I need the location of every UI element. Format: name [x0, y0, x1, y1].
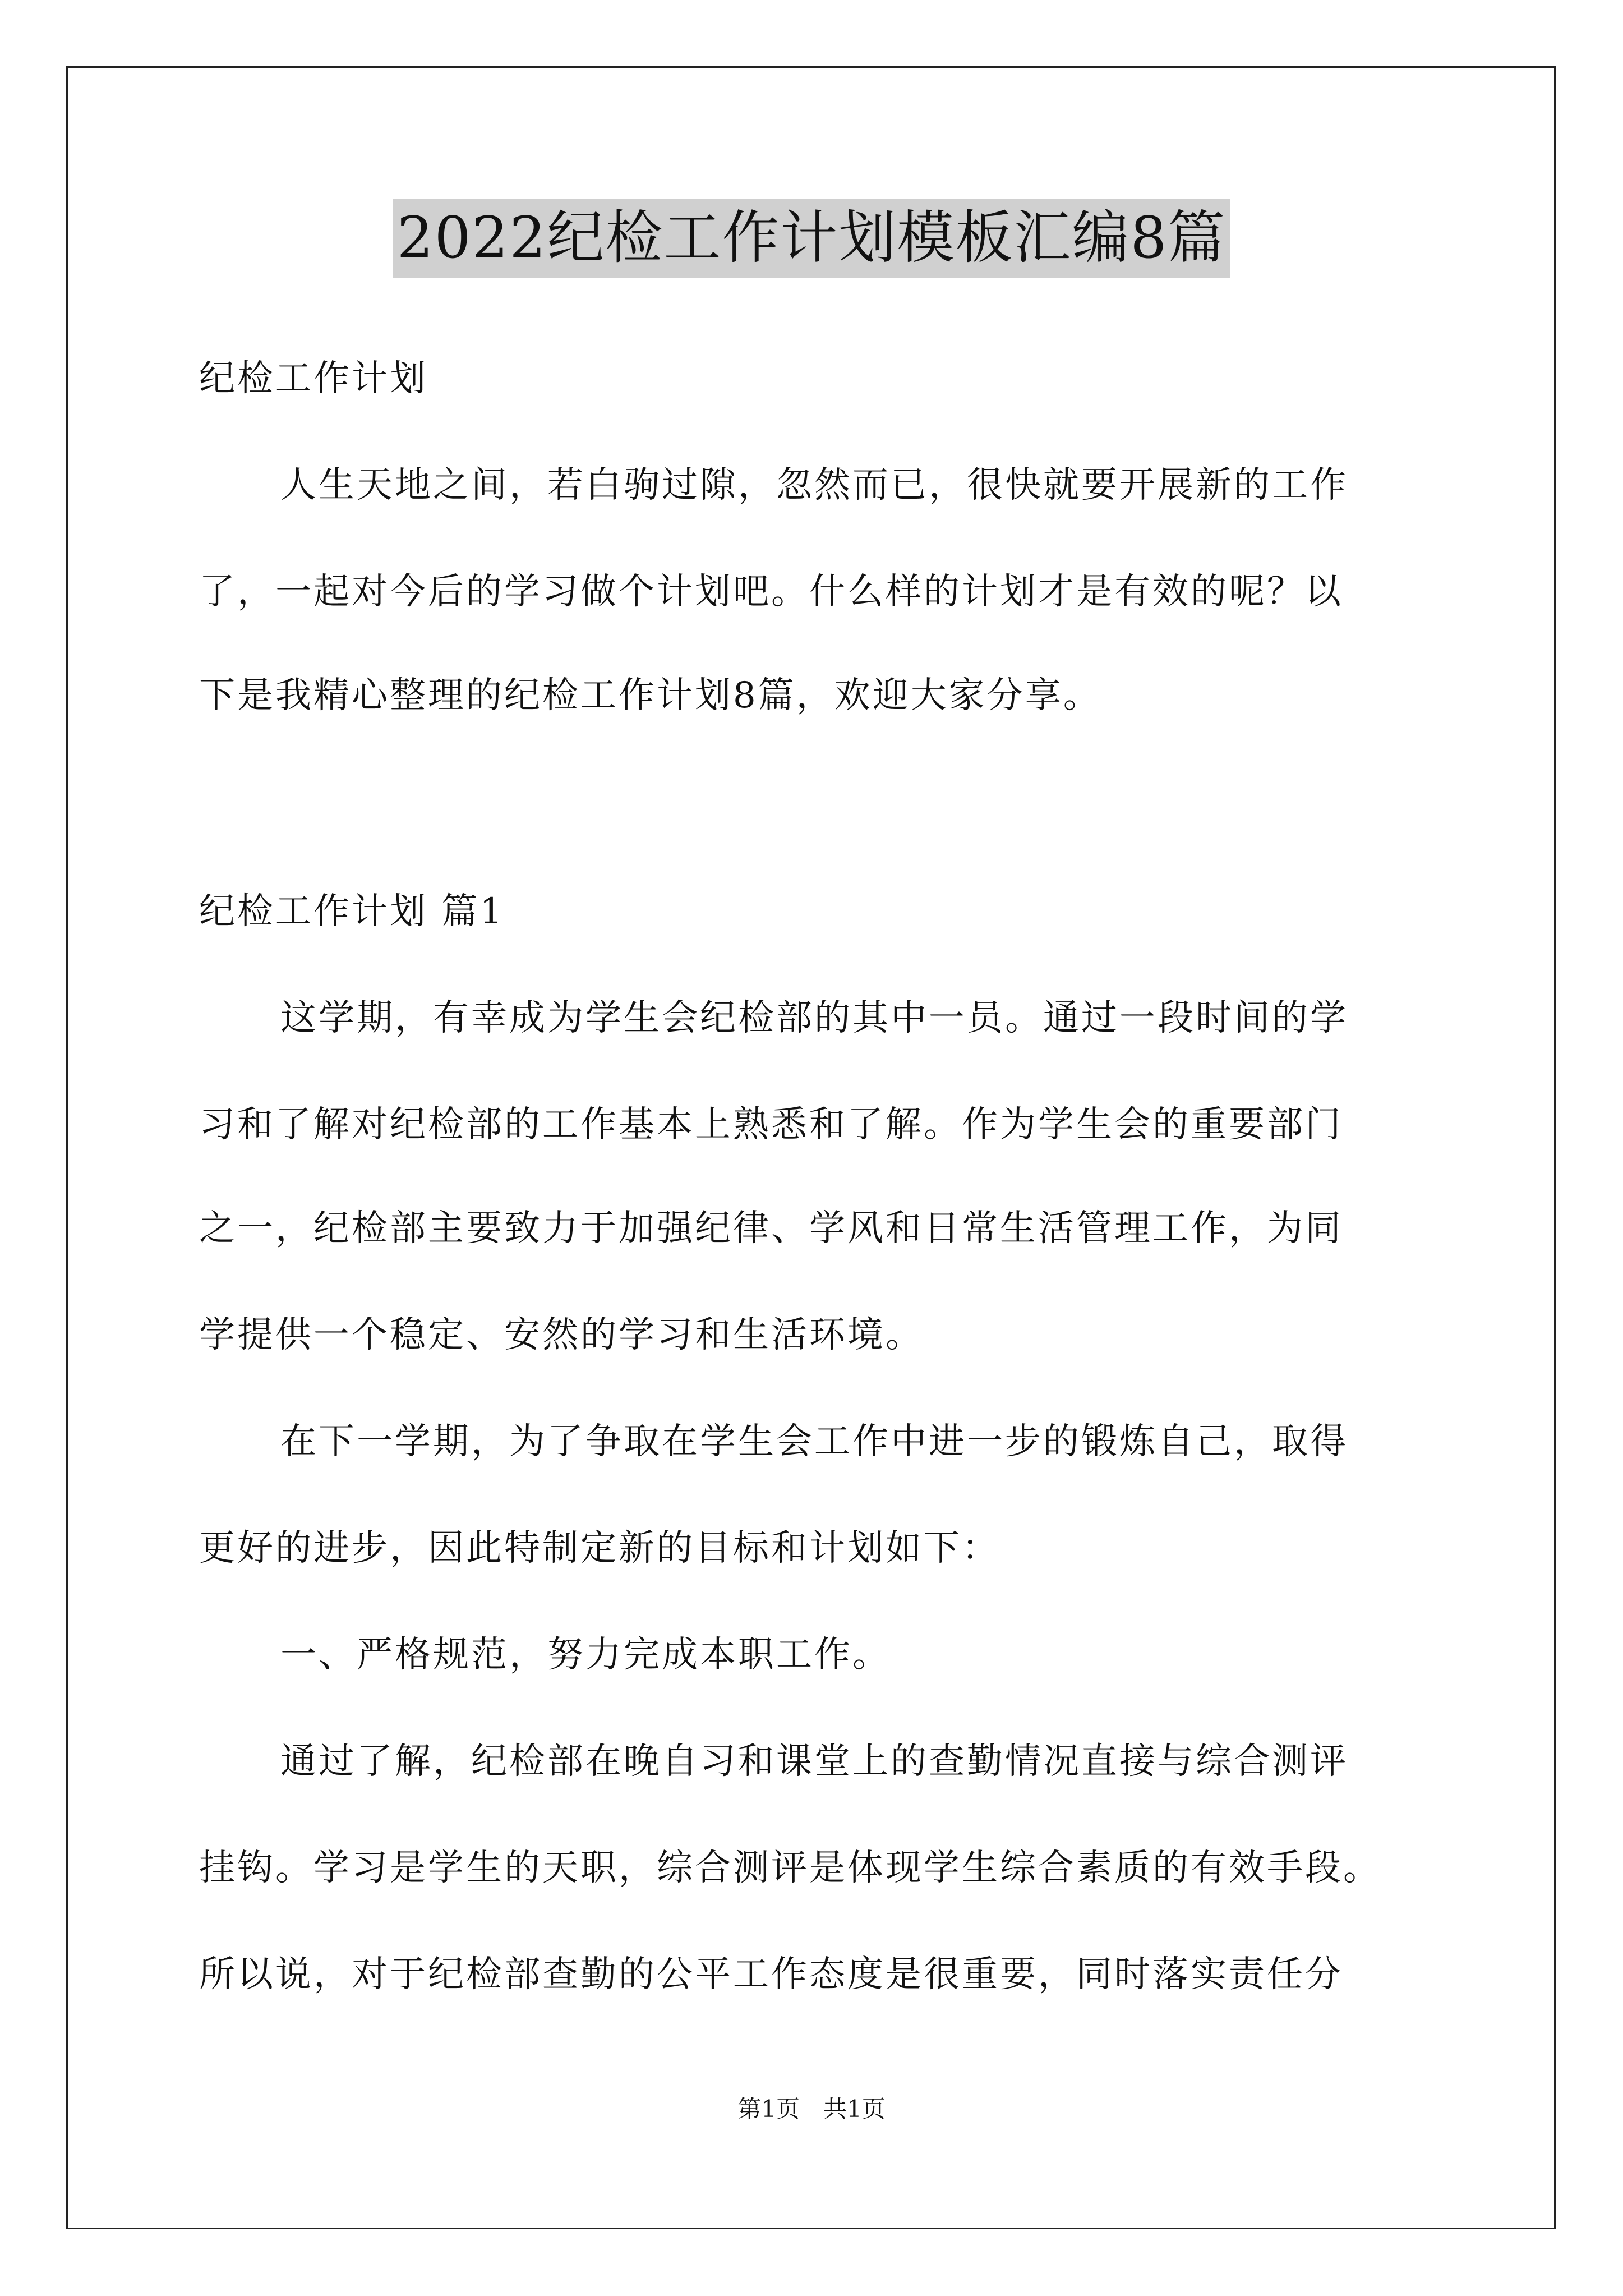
part1-para3-line-1: 通过了解，纪检部在晚自习和课堂上的查勤情况直接与综合测评 [280, 1741, 1348, 1782]
part1-para1-line-4: 学提供一个稳定、安然的学习和生活环境。 [199, 1314, 924, 1356]
intro-line-2: 了，一起对今后的学习做个计划吧。什么样的计划才是有效的呢？以 [199, 571, 1343, 613]
page-number-footer: 第1页 共1页 [737, 2095, 886, 2123]
title-container [0, 199, 1623, 278]
intro-line-3: 下是我精心整理的纪检工作计划8篇，欢迎大家分享。 [199, 675, 1101, 716]
part1-para1-line-1: 这学期，有幸成为学生会纪检部的其中一员。通过一段时间的学 [280, 997, 1348, 1039]
part1-para1-line-3: 之一，纪检部主要致力于加强纪律、学风和日常生活管理工作，为同 [199, 1208, 1343, 1249]
part1-para2-line-1: 在下一学期，为了争取在学生会工作中进一步的锻炼自己，取得 [280, 1421, 1348, 1462]
part1-para3-line-3: 所以说，对于纪检部查勤的公平工作态度是很重要，同时落实责任分 [199, 1954, 1343, 1995]
document-title: 2022纪检工作计划模板汇编8篇 [393, 199, 1230, 278]
part1-para2-line-2: 更好的进步，因此特制定新的目标和计划如下： [199, 1527, 1000, 1569]
part1-item-1: 一、严格规范，努力完成本职工作。 [280, 1634, 891, 1676]
intro-line-1: 人生天地之间，若白驹过隙，忽然而已，很快就要开展新的工作 [280, 464, 1348, 506]
section-heading-part1: 纪检工作计划 篇1 [199, 891, 505, 932]
section-heading-intro: 纪检工作计划 [199, 358, 428, 399]
part1-para3-line-2: 挂钩。学习是学生的天职，综合测评是体现学生综合素质的有效手段。 [199, 1847, 1381, 1889]
part1-para1-line-2: 习和了解对纪检部的工作基本上熟悉和了解。作为学生会的重要部门 [199, 1104, 1343, 1145]
